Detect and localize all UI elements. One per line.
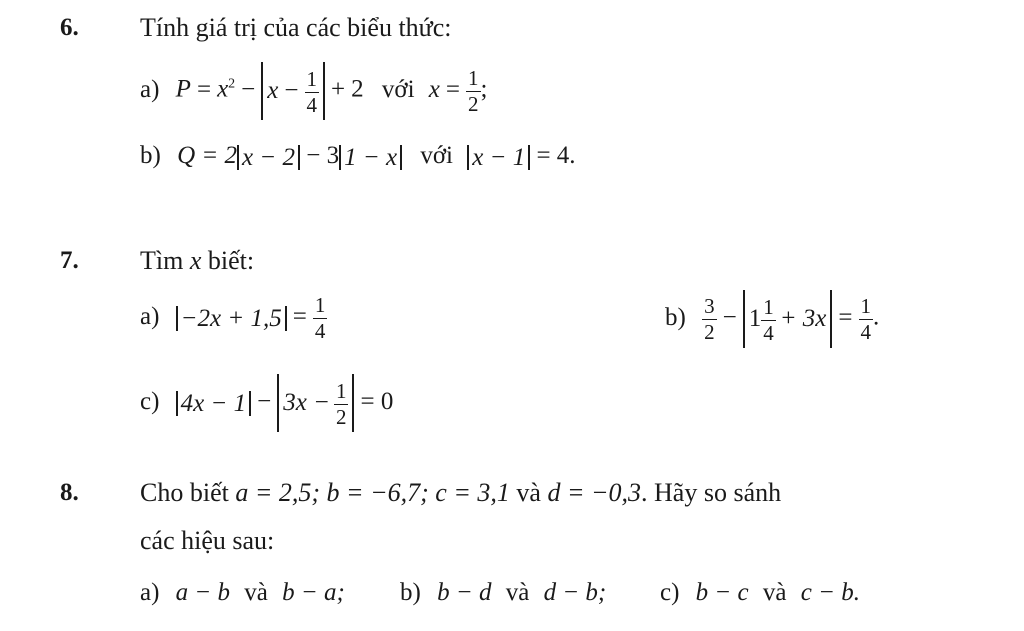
problem-8b <box>400 580 606 605</box>
problem-8c-e2: c − b. <box>800 579 860 606</box>
problem-6a-end: ; <box>480 75 488 103</box>
problem-8-number: 8. <box>60 479 79 506</box>
problem-6a-abs: x − $\frac{1}{4}$ <box>261 62 325 120</box>
problem-6a-const: 2 <box>351 75 364 103</box>
problem-7c-num: 1 <box>335 378 347 403</box>
problem-7-title-var: x <box>189 246 202 275</box>
problem-7b-den1: 2 <box>704 319 715 344</box>
problem-7b-tail: + 3x <box>779 305 827 332</box>
problem-8-values: a = 2,5; b = −6,7; c = 3,1 <box>235 478 510 507</box>
problem-7b-den3: 4 <box>860 319 872 344</box>
problem-7a-eq: = <box>292 303 307 331</box>
problem-8-line1-pre: Cho biết <box>140 478 236 507</box>
problem-8c-e1: b − c <box>695 579 749 606</box>
problem-8-and: và <box>509 478 548 507</box>
problem-7-title-pre: Tìm <box>140 246 190 275</box>
problem-6a-with: với <box>381 75 415 103</box>
problem-8-d: d = −0,3 <box>547 478 642 507</box>
problem-8c-and: và <box>762 579 787 606</box>
problem-7b-den2: 4 <box>763 320 774 345</box>
problem-7b-int: 1 <box>748 305 762 332</box>
problem-6a-frac-num: 1 <box>306 66 317 91</box>
problem-7a-abs: −2x + 1,5 <box>176 306 287 331</box>
problem-6a-cond-num: 1 <box>468 65 479 90</box>
problem-8a-and: và <box>244 579 268 606</box>
problem-7c-den: 2 <box>335 404 347 429</box>
problem-8b-label: b) <box>400 579 421 606</box>
problem-8c <box>660 580 860 605</box>
problem-6b-expr1: Q = 2 <box>177 142 238 169</box>
problem-8a <box>140 580 345 605</box>
problem-7-title-post: biết: <box>201 246 255 275</box>
problem-6a-x: x <box>217 75 229 103</box>
problem-8-line2: các hiệu sau: <box>140 526 275 555</box>
problem-6b-abs1: x − 2 <box>237 145 300 170</box>
problem-8-line1 <box>140 478 781 508</box>
problem-6a-frac-den: 4 <box>306 92 317 117</box>
problem-7b-label: b) <box>665 303 686 331</box>
problem-7a-den: 4 <box>314 319 326 343</box>
problem-7c: c) 4x − 1 − 3x − $\frac{1}{2}$ = 0 <box>140 374 393 432</box>
problem-8b-e2: d − b; <box>543 579 607 606</box>
problem-6b-abs3: x − 1 <box>467 145 530 170</box>
problem-6a-cond-den: 2 <box>468 91 479 116</box>
problem-7c-end: = 0 <box>360 387 394 415</box>
problem-6b-abs2: 1 − x <box>339 145 402 170</box>
problem-7b-end: . <box>873 303 880 331</box>
problem-6a: a) $P = x^2 - x$ − $\frac{1}{4}$ + 2 với x = $\frac{1}{2}$ ; <box>140 62 487 120</box>
problem-8-line1-post: . Hãy so sánh <box>641 478 782 507</box>
problem-7a-num: 1 <box>314 293 326 317</box>
problem-7c-abs1: 4x − 1 <box>176 391 251 416</box>
problem-7a-label: a) <box>140 303 160 331</box>
problem-8b-and: và <box>505 579 530 606</box>
problem-7b: b) $\frac{3}{2}$ − 1 $\frac{1}{4}$ + 3x = $\frac{1}{4}$ . <box>665 290 879 348</box>
problem-6-title: Tính giá trị của các biểu thức: <box>140 13 452 42</box>
problem-7c-abs2-pre: 3x − <box>283 389 330 416</box>
problem-8c-label: c) <box>660 579 680 606</box>
problem-7b-num1: 3 <box>704 293 715 318</box>
problem-7b-num3: 1 <box>860 293 872 318</box>
problem-6a-cond-x: x <box>428 75 440 103</box>
problem-8b-e1: b − d <box>437 579 492 606</box>
problem-6b-with: với <box>420 142 453 169</box>
problem-7b-num2: 1 <box>763 294 774 319</box>
problem-8a-e1: a − b <box>175 579 231 606</box>
problem-6b-end: = 4. <box>530 142 576 169</box>
problem-7a <box>140 295 327 342</box>
problem-6-number: 6. <box>60 14 79 41</box>
problem-6a-label: a) <box>140 75 160 103</box>
problem-6b-mid: − 3 <box>299 142 340 169</box>
problem-6b <box>140 143 576 170</box>
problem-7-title <box>140 246 254 276</box>
problem-7b-abs <box>743 290 833 348</box>
problem-8a-e2: b − a; <box>282 579 345 606</box>
problem-7c-abs2 <box>277 374 354 432</box>
problem-6b-label: b) <box>140 142 161 169</box>
problem-8a-label: a) <box>140 579 160 606</box>
problem-6a-var: P <box>175 75 191 103</box>
problem-7-number: 7. <box>60 247 79 274</box>
problem-7c-label: c) <box>140 387 160 415</box>
